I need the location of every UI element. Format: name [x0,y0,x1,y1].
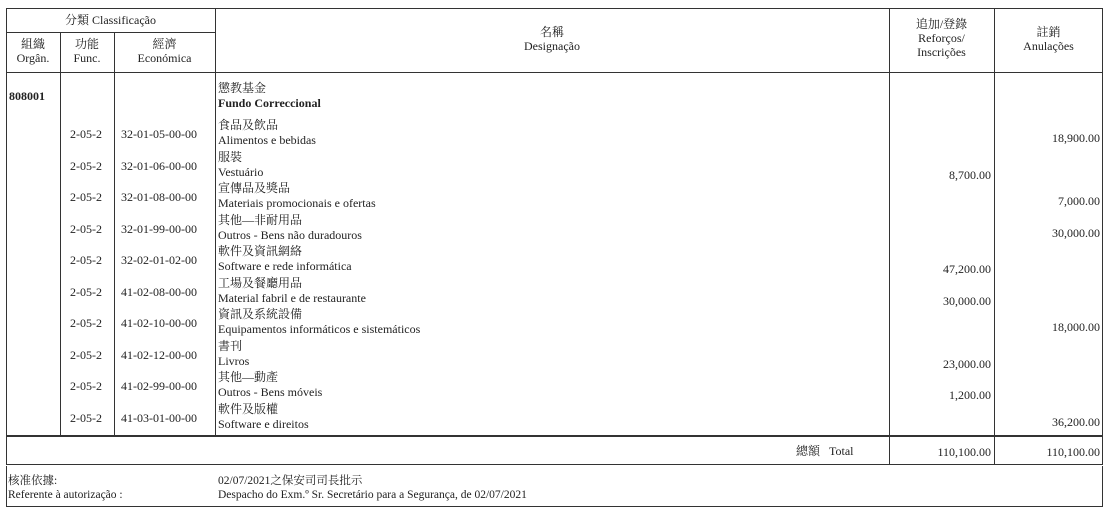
total-label [796,445,854,458]
economic-code: 32-01-06-00-00 [121,158,197,173]
item-name-zh: 其他—動產 [218,370,279,384]
economic-code: 41-02-10-00-00 [121,316,197,330]
designation-header-pt: Designação [524,39,580,53]
total-left-border [6,436,7,465]
reinforcement-header-zh: 追加/登錄 [915,17,968,31]
functional-code: 2-05-2 [70,410,102,425]
economic-header [114,37,215,65]
item-reinforcement: 47,200.00 [943,262,991,276]
item-reinforcement: 23,000.00 [943,356,991,371]
economic-code: 32-01-99-00-00 [121,221,197,236]
annulment-header [994,25,1103,53]
total-bottom-line [6,464,1103,465]
economic-header-pt: Económica [137,51,192,65]
item-name-zh: 軟件及版權 [218,401,279,416]
item-name-pt: Livros [218,353,250,368]
annulment-header-pt: Anulações [1023,39,1074,53]
fund-code: 808001 [9,89,45,103]
item-name-zh: 書刊 [218,338,243,353]
economic-code: 41-03-01-00-00 [121,410,197,425]
authorization-basis-zh: 核准依據: [8,475,58,487]
functional-code: 2-05-2 [70,379,102,393]
total-label-pt: Total [829,444,854,458]
organic-header [6,37,60,65]
economic-code: 32-01-08-00-00 [121,190,197,204]
functional-header [60,37,114,65]
classification-header: 分類 Classificação [65,13,156,27]
functional-code: 2-05-2 [70,221,102,236]
reinforcement-header-pt2: Inscrições [917,45,966,59]
col-divider [889,436,890,465]
budget-table [6,8,1103,509]
item-name-pt: Materiais promocionais e ofertas [218,196,376,210]
organic-header-zh: 組織 [20,37,45,51]
item-name-zh: 食品及飲品 [218,118,279,132]
functional-code: 2-05-2 [70,158,102,173]
item-name-pt: Software e rede informática [218,259,352,273]
designation-header [215,25,889,53]
item-annulment: 7,000.00 [1058,194,1100,208]
economic-header-zh: 經濟 [152,37,177,51]
organic-header-pt: Orgân. [16,51,50,65]
item-name-zh: 軟件及資訊網絡 [218,244,303,258]
item-annulment: 30,000.00 [1052,225,1100,240]
total-label-zh: 總額 [796,444,821,458]
functional-code: 2-05-2 [70,316,102,330]
functional-code: 2-05-2 [70,347,102,362]
item-name-pt: Vestuário [218,164,264,179]
item-annulment: 18,000.00 [1052,320,1100,334]
economic-code: 41-02-08-00-00 [121,284,197,299]
total-right-border [1102,436,1103,465]
fund-name-pt: Fundo Correccional [218,96,321,110]
footer-frame [6,466,1103,507]
dispatch-reference-zh: 02/07/2021之保安司司長批示 [218,475,363,487]
reinforcement-header-pt1: Reforços/ [918,31,965,45]
col-divider [114,32,115,436]
item-reinforcement: 1,200.00 [949,388,991,402]
item-name-pt: Software e direitos [218,416,309,431]
fund-name-zh: 懲教基金 [218,81,267,95]
authorization-basis-pt: Referente à autorização : [8,489,123,501]
functional-code: 2-05-2 [70,253,102,267]
functional-header-zh: 功能 [74,37,99,51]
item-name-zh: 資訊及系統設備 [218,307,303,321]
item-name-pt: Outros - Bens não duradouros [218,227,362,242]
item-name-zh: 服裝 [218,149,243,164]
dispatch-reference [218,474,527,502]
total-reinforcement: 110,100.00 [937,445,991,459]
total-top-line [6,436,1103,437]
economic-code: 41-02-12-00-00 [121,347,197,362]
economic-code: 32-01-05-00-00 [121,127,197,141]
item-name-zh: 其他—非耐用品 [218,212,303,227]
header-bottom-line [6,72,1103,73]
header-divider [6,32,215,33]
functional-code: 2-05-2 [70,127,102,141]
designation-header-zh: 名稱 [539,25,564,39]
economic-code: 41-02-99-00-00 [121,379,197,393]
item-name-pt: Alimentos e bebidas [218,133,316,147]
reinforcement-header [889,17,994,59]
item-name-zh: 工場及餐廳用品 [218,275,303,290]
item-reinforcement: 8,700.00 [949,167,991,182]
item-annulment: 36,200.00 [1052,414,1100,429]
item-name-pt: Material fabril e de restaurante [218,290,366,305]
functional-code: 2-05-2 [70,284,102,299]
dispatch-reference-pt: Despacho do Exm.º Sr. Secretário para a Segurança, de 02/07/2021 [218,489,527,501]
col-divider [60,32,61,436]
total-annulment: 110,100.00 [1046,445,1100,459]
annulment-header-zh: 註銷 [1036,25,1061,39]
item-name-zh: 宣傳品及獎品 [218,181,291,195]
functional-code: 2-05-2 [70,190,102,204]
item-annulment: 18,900.00 [1052,131,1100,145]
col-divider [994,436,995,465]
authorization-basis [8,474,123,502]
item-name-pt: Equipamentos informáticos e sistemáticos [218,322,421,336]
economic-code: 32-02-01-02-00 [121,253,197,267]
item-reinforcement: 30,000.00 [943,293,991,308]
functional-header-pt: Func. [73,51,101,65]
item-name-pt: Outros - Bens móveis [218,385,323,399]
